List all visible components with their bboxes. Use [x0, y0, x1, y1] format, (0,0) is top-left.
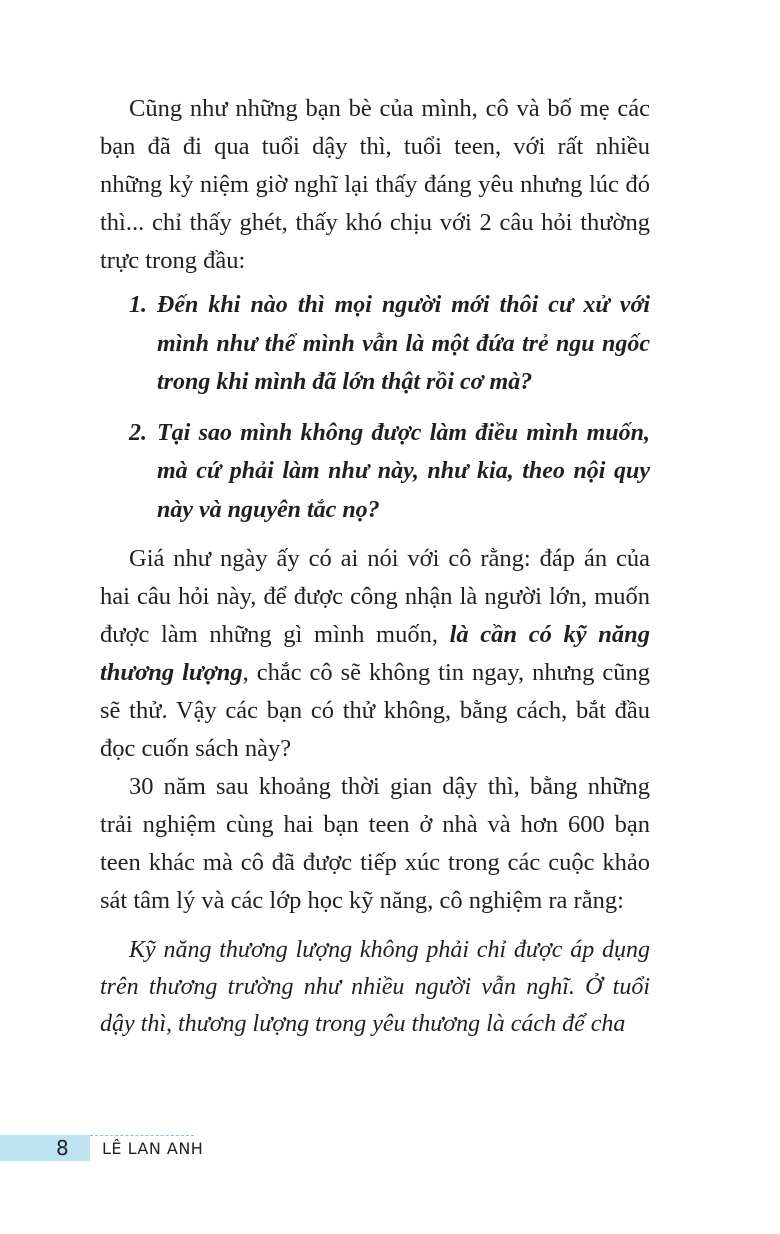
question-text: Tại sao mình không được làm điều mình muốn, mà cứ phải làm như này, như kia, theo nội quy này và nguyên tắc nọ? [157, 419, 650, 523]
question-number: 2. [129, 419, 147, 446]
paragraph-negotiation-start: Giá như ngày ấy có ai nói với cô rằng: đáp án của hai câu hỏi này, để được công nhận là người lớn, muốn được làm những gì mình muốn, [100, 545, 650, 648]
emphasis-negotiation-skill: là cần có kỹ năng thương lượng [100, 621, 650, 686]
question-text: Đến khi nào thì mọi người mới thôi cư xử với mình như thể mình vẫn là một đứa trẻ ngu ngốc trong khi mình đã lớn thật rồi cơ mà? [157, 292, 650, 395]
author-name: LÊ LAN ANH [102, 1139, 204, 1158]
page-body [100, 90, 650, 1043]
paragraph-intro: Cũng như những bạn bè của mình, cô và bố mẹ các bạn đã đi qua tuổi dậy thì, tuổi teen, với rất nhiều những kỷ niệm giờ nghĩ lại thấy đáng yêu nhưng lúc đó thì... chỉ thấy ghét, thấy khó chịu với 2 câu hỏi thường trực trong đầu: [100, 95, 650, 274]
page-number: 8 [56, 1136, 69, 1160]
paragraph-negotiation [100, 540, 650, 768]
question-item [100, 286, 650, 402]
italic-quote: Kỹ năng thương lượng không phải chỉ được áp dụng trên thương trường như nhiều người vẫn nghĩ. Ở tuổi dậy thì, thương lượng trong yêu thương là cách để cha [100, 937, 650, 1037]
paragraph-negotiation-end: , chắc cô sẽ không tin ngay, nhưng cũng sẽ thử. Vậy các bạn có thử không, bằng cách, bắt đầu đọc cuốn sách này? [100, 659, 650, 762]
question-list [100, 286, 650, 529]
question-number: 1. [129, 292, 147, 318]
footer-band [0, 1135, 90, 1161]
question-item [100, 414, 650, 530]
paragraph-experience: 30 năm sau khoảng thời gian dậy thì, bằng những trải nghiệm cùng hai bạn teen ở nhà và hơn 600 bạn teen khác mà cô đã được tiếp xúc trong các cuộc khảo sát tâm lý và các lớp học kỹ năng, cô nghiệm ra rằng: [100, 773, 650, 914]
